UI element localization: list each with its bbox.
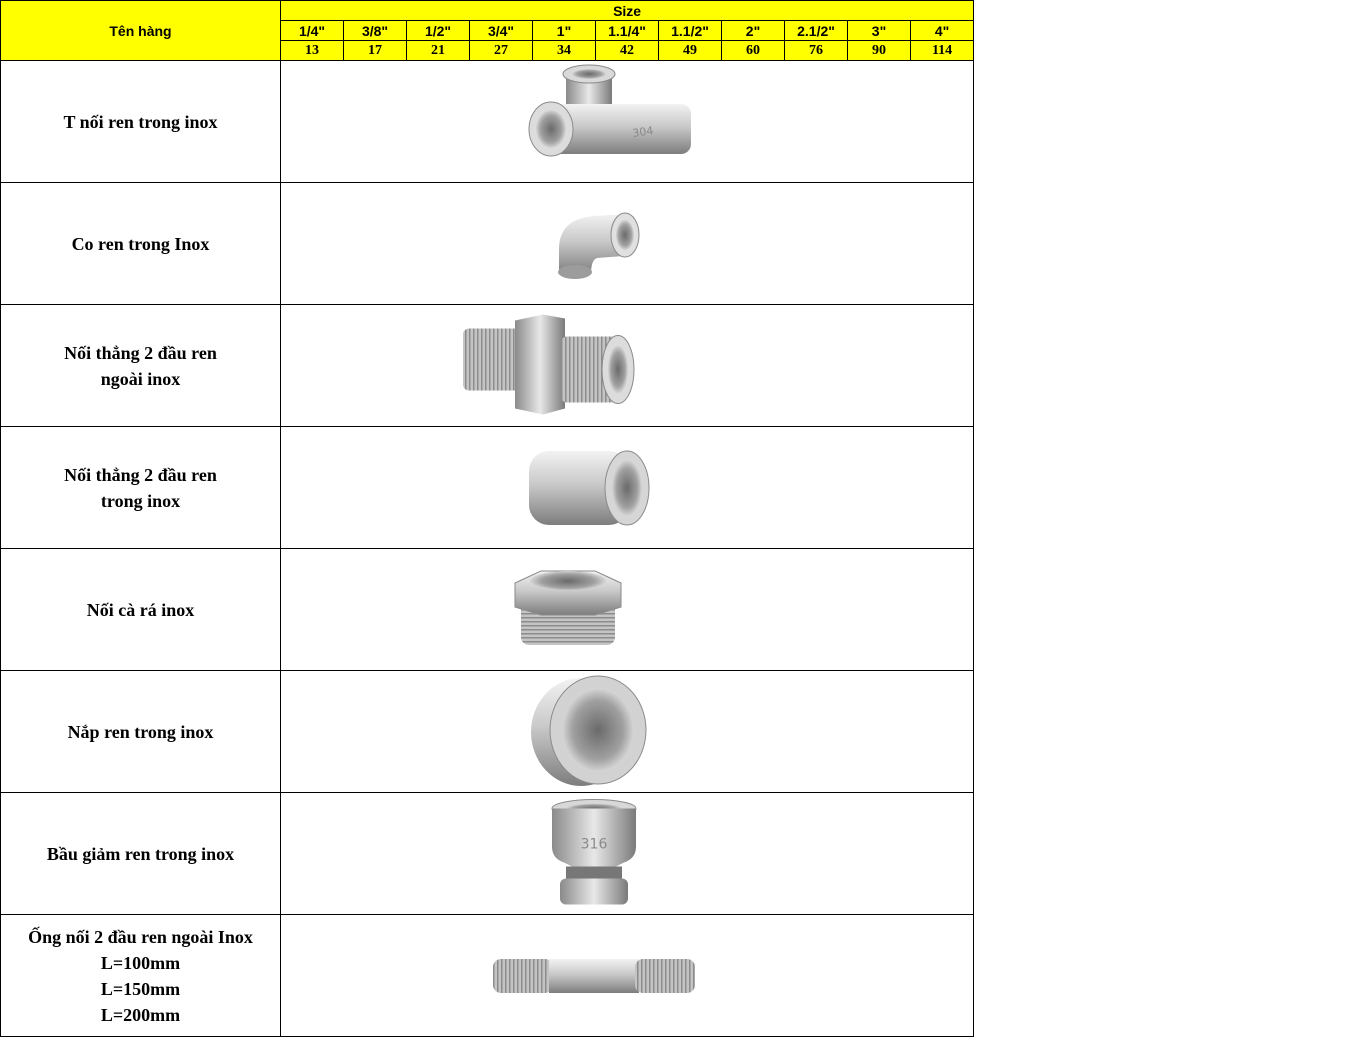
size-inch-cell: 3" <box>848 21 911 41</box>
product-name-cell <box>1 549 281 671</box>
product-image-cell <box>281 61 974 183</box>
product-name-line: ngoài inox <box>100 368 181 389</box>
size-inch-cell: 1/2" <box>407 21 470 41</box>
product-name-line: Nối thẳng 2 đầu ren <box>64 342 217 363</box>
hex-bushing-icon <box>503 565 633 655</box>
product-name-line: trong inox <box>100 490 181 511</box>
product-name-line: Co ren trong Inox <box>71 233 210 254</box>
product-name-cell <box>1 427 281 549</box>
tee-fitting-icon <box>521 62 701 182</box>
size-inch-cell: 4" <box>911 21 974 41</box>
product-row <box>1 183 974 305</box>
product-name-line: L=100mm <box>100 952 181 973</box>
product-name-line: L=150mm <box>100 978 181 999</box>
product-name-cell <box>1 793 281 915</box>
size-mm-cell: 114 <box>911 41 974 61</box>
size-mm-cell: 17 <box>344 41 407 61</box>
product-name-cell <box>1 915 281 1037</box>
size-mm-cell: 90 <box>848 41 911 61</box>
barrel-nipple-icon <box>489 951 699 1001</box>
product-name-line: L=200mm <box>100 1004 181 1025</box>
size-inch-cell: 1" <box>533 21 596 41</box>
product-row <box>1 549 974 671</box>
product-image-cell <box>281 427 974 549</box>
size-mm-cell: 76 <box>785 41 848 61</box>
size-mm-cell: 34 <box>533 41 596 61</box>
size-header: Size <box>281 1 974 21</box>
svg-text:304: 304 <box>631 123 655 140</box>
product-image-cell <box>281 183 974 305</box>
product-name-cell <box>1 671 281 793</box>
size-inch-cell: 3/4" <box>470 21 533 41</box>
size-mm-cell: 13 <box>281 41 344 61</box>
svg-text:316: 316 <box>580 836 608 852</box>
hex-nipple-icon <box>453 308 643 423</box>
size-inch-cell: 3/8" <box>344 21 407 41</box>
product-name-line: T nối ren trong inox <box>63 111 218 132</box>
product-image-cell <box>281 793 974 915</box>
product-name-cell <box>1 305 281 427</box>
product-name-line: Bầu giảm ren trong inox <box>46 843 235 864</box>
product-row <box>1 793 974 915</box>
product-name-cell <box>1 61 281 183</box>
header-row-size <box>1 1 974 21</box>
product-name-cell <box>1 183 281 305</box>
size-mm-cell: 60 <box>722 41 785 61</box>
elbow-fitting-icon <box>539 204 659 284</box>
product-row <box>1 305 974 427</box>
product-row <box>1 671 974 793</box>
size-mm-cell: 21 <box>407 41 470 61</box>
size-mm-cell: 49 <box>659 41 722 61</box>
product-row <box>1 427 974 549</box>
product-name-line: Nối thẳng 2 đầu ren <box>64 464 217 485</box>
size-mm-cell: 42 <box>596 41 659 61</box>
product-row <box>1 61 974 183</box>
product-name-header: Tên hàng <box>1 1 281 61</box>
size-inch-cell: 2.1/2" <box>785 21 848 41</box>
size-mm-cell: 27 <box>470 41 533 61</box>
reducer-coupling-icon <box>544 796 644 911</box>
size-inch-cell: 1.1/2" <box>659 21 722 41</box>
product-image-cell <box>281 671 974 793</box>
product-name-line: Nắp ren trong inox <box>67 721 214 742</box>
size-inch-cell: 1/4" <box>281 21 344 41</box>
product-name-line: Nối cà rá inox <box>86 599 195 620</box>
size-inch-cell: 2" <box>722 21 785 41</box>
socket-coupling-icon <box>519 443 659 533</box>
product-image-cell <box>281 549 974 671</box>
size-inch-cell: 1.1/4" <box>596 21 659 41</box>
product-name-line: Ống nối 2 đầu ren ngoài Inox <box>28 926 253 947</box>
threaded-cap-icon <box>526 672 656 792</box>
product-image-cell <box>281 305 974 427</box>
product-image-cell <box>281 915 974 1037</box>
product-row <box>1 915 974 1037</box>
